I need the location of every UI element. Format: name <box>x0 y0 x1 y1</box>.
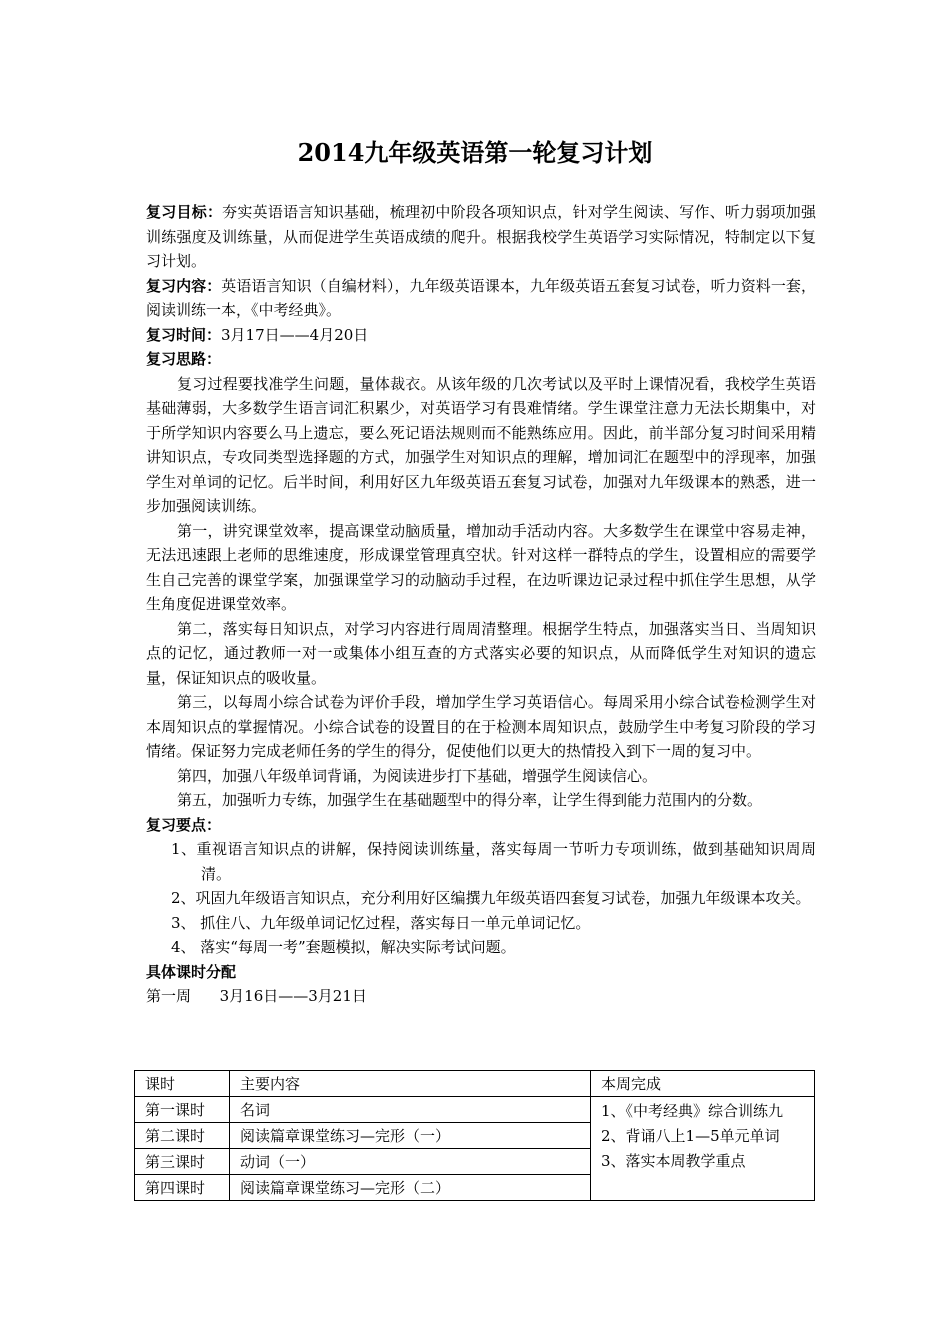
table-row <box>135 1097 815 1123</box>
header-cell: 课时 <box>135 1071 230 1097</box>
lesson-cell: 第一课时 <box>135 1097 230 1123</box>
topic-cell: 名词 <box>230 1097 591 1123</box>
week-dates: 3月16日——3月21日 <box>219 987 367 1005</box>
keypoint-item: 1、重视语言知识点的讲解，保持阅读训练量，落实每周一节听力专项训练，做到基础知识周周清。 <box>171 840 816 883</box>
approach-paragraph: 第三，以每周小综合试卷为评价手段，增加学生学习英语信心。每周采用小综合试卷检测学生对本周知识点的掌握情况。小综合试卷的设置目的在于检测本周知识点，鼓励学生中考复习阶段的学习情绪。保证努力完成老师任务的学生的得分，促使他们以更大的热情投入到下一周的复习中。 <box>146 693 816 760</box>
lesson-cell: 第二课时 <box>135 1123 230 1149</box>
approach-paragraph: 第四，加强八年级单词背诵，为阅读进步打下基础，增强学生阅读信心。 <box>177 766 658 785</box>
goal-label: 复习目标 <box>146 203 207 221</box>
content-text: 英语语言知识（自编材料），九年级英语课本，九年级英语五套复习试卷，听力资料一套，阅读训练一本，《中考经典》。 <box>146 276 816 319</box>
content-label: 复习内容 <box>146 276 207 295</box>
keypoint-item: 4、 落实“每周一考”套题模拟，解决实际考试问题。 <box>171 938 516 956</box>
document-title: 2014九年级英语第一轮复习计划 <box>297 138 653 167</box>
keypoints-label: 复习要点： <box>146 815 222 834</box>
week-label: 第一周 <box>146 987 192 1005</box>
header-cell: 主要内容 <box>230 1071 591 1097</box>
completion-item: 2、背诵八上1—5单元单词 <box>601 1127 780 1145</box>
topic-cell: 动词（一） <box>230 1149 591 1175</box>
approach-paragraph: 第五，加强听力专练，加强学生在基础题型中的得分率，让学生得到能力范围内的分数。 <box>177 791 763 809</box>
goal-text: 夯实英语语言知识基础，梳理初中阶段各项知识点，针对学生阅读、写作、听力弱项加强训练强度及训练量，从而促进学生英语成绩的爬升。根据我校学生英语学习实际情况，特制定以下复习计划。 <box>146 203 816 270</box>
keypoint-item: 3、 抓住八、九年级单词记忆过程，落实每日一单元单词记忆。 <box>171 913 591 932</box>
approach-paragraph: 第二，落实每日知识点，对学习内容进行周周清整理。根据学生特点，加强落实当日、当周知识点的记忆，通过教师一对一或集体小组互查的方式落实必要的知识点，从而降低学生对知识的遗忘量，保证知识点的吸收量。 <box>146 619 816 687</box>
completion-cell <box>591 1097 815 1201</box>
topic-cell: 阅读篇章课堂练习—完形（一） <box>230 1123 591 1149</box>
table-header-row <box>135 1071 815 1097</box>
time-label: 复习时间： <box>146 325 222 344</box>
topic-cell: 阅读篇章课堂练习—完形（二） <box>230 1175 591 1201</box>
approach-paragraph: 复习过程要找准学生问题，量体裁衣。从该年级的几次考试以及平时上课情况看，我校学生英语基础薄弱，大多数学生语言词汇积累少，对英语学习有畏难情绪。学生课堂注意力无法长期集中，对于所学知识内容要么马上遗忘，要么死记语法规则而不能熟练应用。因此，前半部分复习时间采用精讲知识点，专攻同类型选择题的方式，加强学生对知识点的理解，增加词汇在题型中的浮现率，加强学生对单词的记忆。后半时间，利用好区九年级英语五套复习试卷，加强对九年级课本的熟悉，进一步加强阅读训练。 <box>146 374 816 515</box>
keypoint-item: 2、巩固九年级语言知识点，充分利用好区编撰九年级英语四套复习试卷，加强九年级课本攻关。 <box>171 889 811 907</box>
approach-paragraph: 第一，讲究课堂效率，提高课堂动脑质量，增加动手活动内容。大多数学生在课堂中容易走神，无法迅速跟上老师的思维速度，形成课堂管理真空状。针对这样一群特点的学生，设置相应的需要学生自己完善的课堂学案，加强课堂学习的动脑动手过程，在边听课边记录过程中抓住学生思想，从学生角度促进课堂效率。 <box>146 521 816 613</box>
document-body <box>146 200 816 1009</box>
completion-item: 1、《中考经典》综合训练九 <box>601 1102 784 1120</box>
approach-label: 复习思路： <box>146 350 222 368</box>
goal-paragraph: 复习目标：夯实英语语言知识基础，梳理初中阶段各项知识点，针对学生阅读、写作、听力弱项加强训练强度及训练量，从而促进学生英语成绩的爬升。根据我校学生英语学习实际情况，特制定以下复习计划。 <box>146 203 816 270</box>
time-paragraph <box>146 323 816 348</box>
lesson-cell: 第三课时 <box>135 1149 230 1175</box>
schedule-table <box>134 1070 815 1201</box>
lesson-cell: 第四课时 <box>135 1175 230 1201</box>
time-text: 3月17日——4月20日 <box>221 325 369 344</box>
content-paragraph: 复习内容：英语语言知识（自编材料），九年级英语课本，九年级英语五套复习试卷，听力资料一套，阅读训练一本，《中考经典》。 <box>146 276 816 319</box>
completion-item: 3、落实本周教学重点 <box>601 1152 746 1170</box>
week-line <box>146 984 816 1009</box>
schedule-label: 具体课时分配 <box>146 962 237 981</box>
header-cell: 本周完成 <box>591 1071 815 1097</box>
